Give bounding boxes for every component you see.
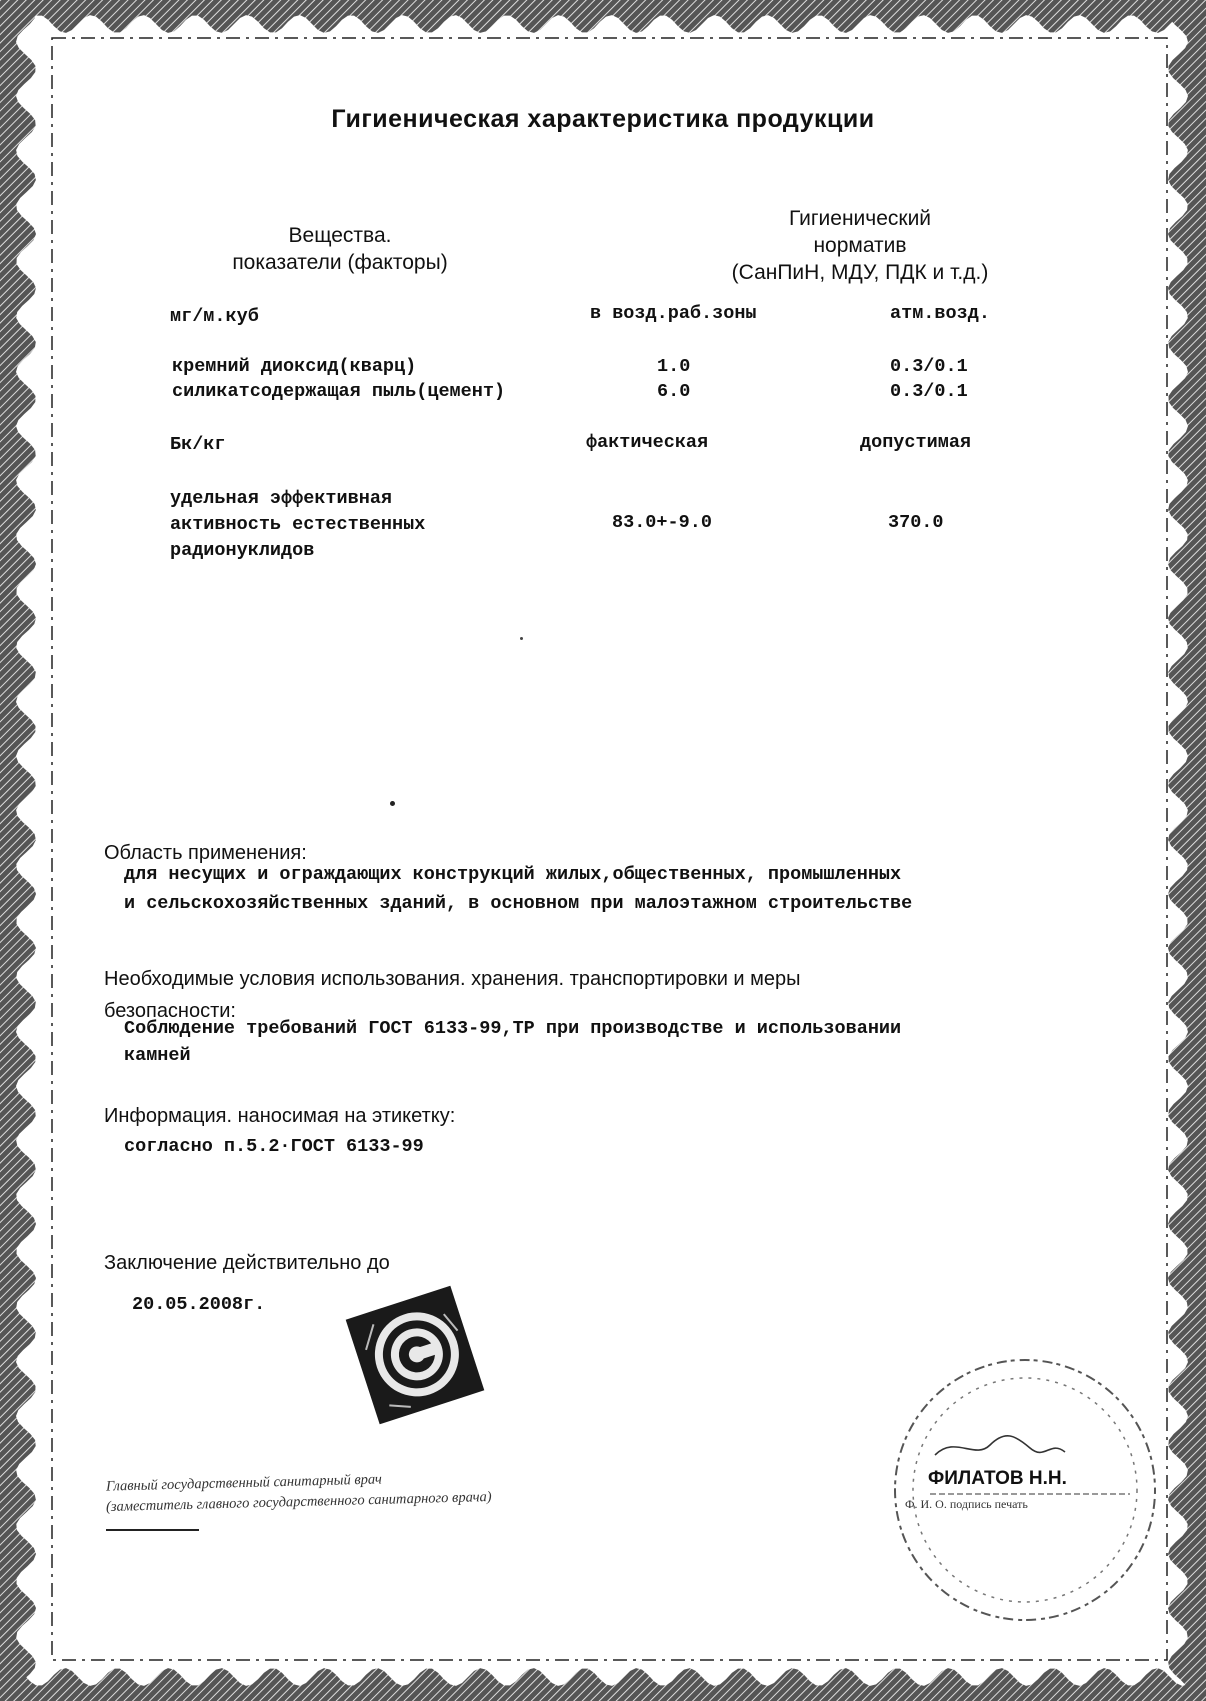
- application-text-line1: для несущих и ограждающих конструкций жилых,общественных, промышленных: [124, 864, 902, 885]
- validity-date: 20.05.2008г.: [132, 1294, 266, 1315]
- section2-col2-header: допустимая: [860, 432, 972, 453]
- substances-header-line1: Вещества.: [288, 224, 392, 247]
- validity-label: Заключение действительно до: [104, 1252, 390, 1274]
- section1-row1-name: кремний диоксид(кварц): [172, 356, 417, 377]
- section1-col2-header: атм.возд.: [890, 303, 990, 324]
- section2-col1-header: фактическая: [586, 432, 709, 453]
- section2-unit: Бк/кг: [170, 434, 226, 455]
- section2-name-line3: радионуклидов: [170, 540, 315, 561]
- section2-name-line2: активность естественных: [170, 514, 426, 535]
- speck: [390, 801, 395, 806]
- application-label: Область применения:: [104, 842, 307, 864]
- substances-header-line2: показатели (факторы): [232, 251, 448, 274]
- section1-col1-header: в возд.раб.зоны: [590, 303, 757, 324]
- speck: [520, 637, 523, 640]
- signatory-name: ФИЛАТОВ Н.Н.: [928, 1468, 1067, 1489]
- section1-row2-v1: 6.0: [657, 381, 691, 402]
- section1-row1-v1: 1.0: [657, 356, 691, 377]
- conditions-text-line1: Соблюдение требований ГОСТ 6133-99,ТР при производстве и использовании: [124, 1018, 902, 1039]
- label-info-label: Информация. наносимая на этикетку:: [104, 1105, 456, 1127]
- document-title: Гигиеническая характеристика продукции: [331, 105, 875, 133]
- certification-mark-icon: [345, 1285, 485, 1425]
- norm-header-line2: норматив: [813, 234, 907, 257]
- signature-caption: Ф. И. О. подпись печать: [905, 1497, 1028, 1511]
- section1-unit: мг/м.куб: [170, 306, 259, 327]
- norm-header-line3: (СанПиН, МДУ, ПДК и т.д.): [731, 261, 989, 284]
- conditions-text-line2: камней: [124, 1045, 191, 1066]
- signatory-role-line2: (заместитель главного государственного санитарного врача): [105, 1488, 492, 1516]
- section1-row2-name: силикатсодержащая пыль(цемент): [172, 381, 506, 402]
- signatory-role-line1: Главный государственный санитарный врач: [105, 1471, 383, 1495]
- caption-underline: [930, 1490, 1130, 1498]
- norm-header-line1: Гигиенический: [788, 207, 932, 230]
- section2-name-line1: удельная эффективная: [170, 488, 393, 509]
- substances-header: [180, 222, 500, 276]
- label-info-text: согласно п.5.2·ГОСТ 6133-99: [124, 1136, 424, 1157]
- application-text-line2: и сельскохозяйственных зданий, в основном при малоэтажном строительстве: [124, 893, 913, 914]
- norm-header: [680, 205, 1040, 286]
- conditions-label-line2: безопасности:: [104, 1000, 236, 1022]
- signature-line: [106, 1529, 199, 1531]
- section2-v2: 370.0: [888, 512, 944, 533]
- section1-row2-v2: 0.3/0.1: [890, 381, 968, 402]
- section1-row1-v2: 0.3/0.1: [890, 356, 968, 377]
- conditions-label-line1: Необходимые условия использования. хранения. транспортировки и меры: [104, 968, 801, 990]
- section2-v1: 83.0+-9.0: [612, 512, 712, 533]
